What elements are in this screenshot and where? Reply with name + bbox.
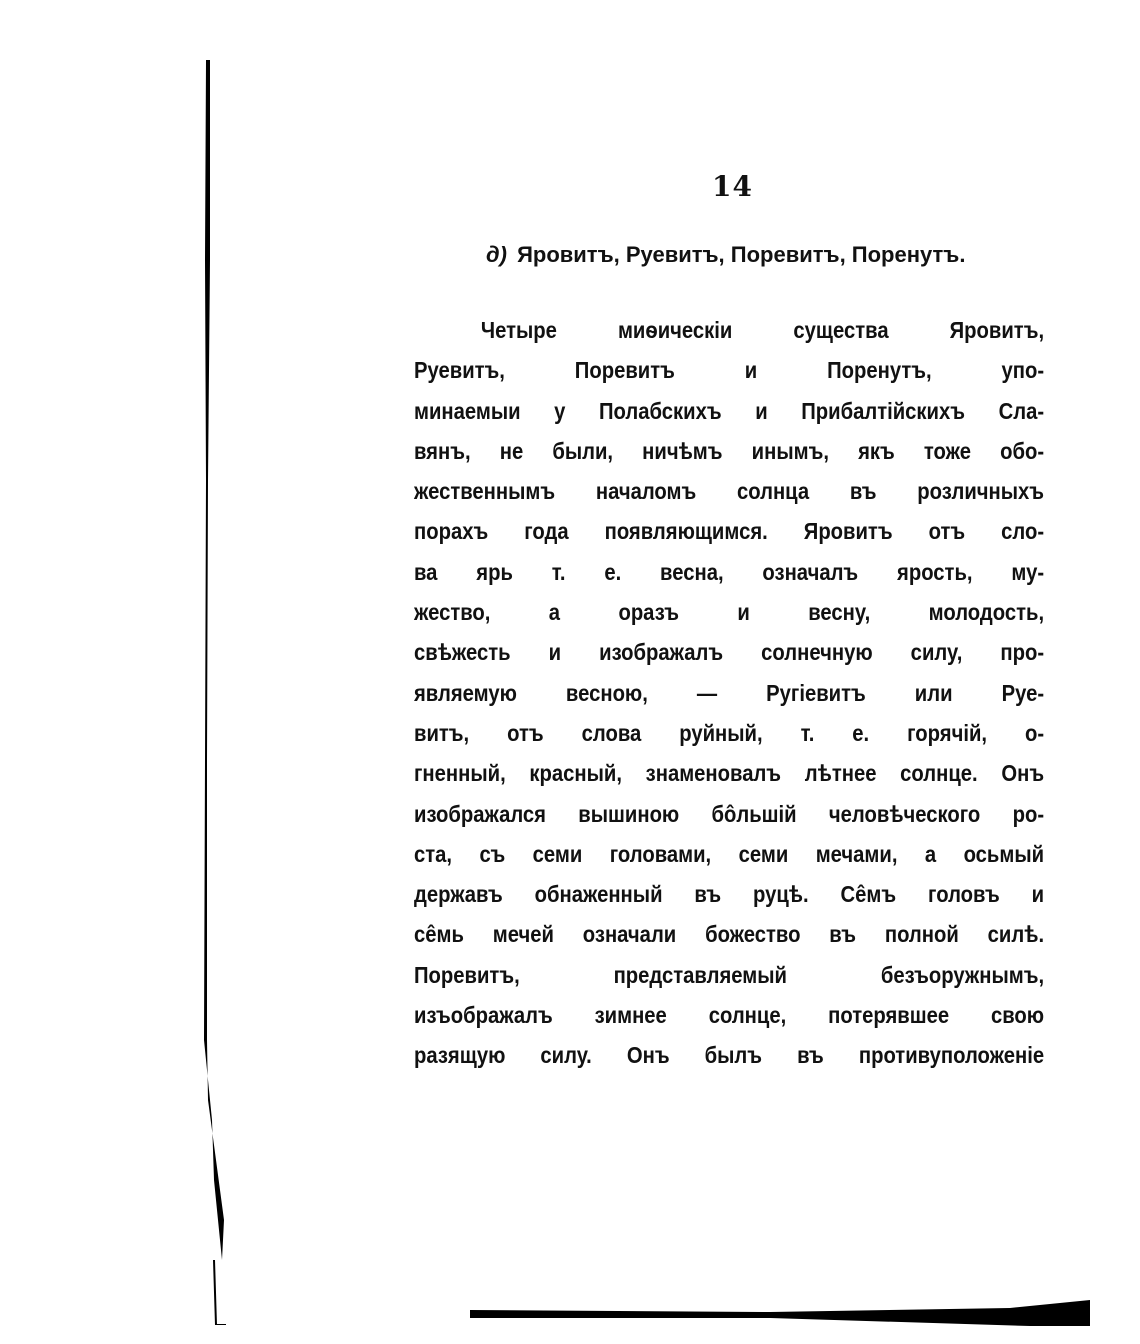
text-line: жество, а оразъ и весну, молодость,	[414, 599, 1045, 626]
text-line: изъображалъ зимнее солнце, потерявшее свою	[414, 1002, 1045, 1029]
text-line: ста, съ семи головами, семи мечами, а осьмый	[414, 840, 1045, 867]
binding-edge-shadow	[196, 60, 226, 1325]
section-title: Яровитъ, Руевитъ, Поревитъ, Поренутъ.	[517, 242, 966, 267]
text-line: державъ обнаженный въ руцѣ. Сêмъ головъ и	[414, 881, 1045, 908]
text-line: жественнымъ началомъ солнца въ розличныхъ	[414, 478, 1045, 505]
text-line: порахъ года появляющимся. Яровитъ отъ сло-	[414, 518, 1045, 545]
text-line: разящую силу. Онъ былъ въ противуположенiе	[414, 1042, 1045, 1069]
section-heading	[486, 242, 1006, 268]
section-marker: д)	[486, 242, 507, 267]
text-line: гненный, красный, знаменовалъ лѣтнее солнце. Онъ	[414, 760, 1045, 787]
text-line: изображался вышиною бôльшiй человѣческого ро-	[414, 800, 1045, 827]
text-line: минаемыи у Полабскихъ и Прибалтiйскихъ Сла-	[414, 397, 1045, 424]
text-line: являемую весною, — Ругiевитъ или Руе-	[414, 679, 1045, 706]
bottom-edge-shadow	[470, 1296, 1090, 1326]
text-line: Четыре миѳическiи существа Яровитъ,	[480, 317, 1045, 343]
text-line: ва ярь т. е. весна, означалъ ярость, му-	[414, 558, 1045, 585]
body-text	[414, 310, 1044, 1076]
text-line: Поревитъ, представляемый безъоружнымъ,	[414, 961, 1045, 988]
text-line: сêмь мечей означали божество въ полной силѣ.	[414, 921, 1045, 948]
text-line: вянъ, не были, ничѣмъ инымъ, якъ тоже обо-	[414, 437, 1045, 464]
text-line: витъ, отъ слова руйный, т. е. горячiй, о-	[414, 719, 1045, 746]
text-line: свѣжесть и изображалъ солнечную силу, про-	[414, 639, 1045, 666]
page-number: 14	[712, 170, 753, 203]
text-line: Руевитъ, Поревитъ и Поренутъ, упо-	[414, 357, 1045, 384]
